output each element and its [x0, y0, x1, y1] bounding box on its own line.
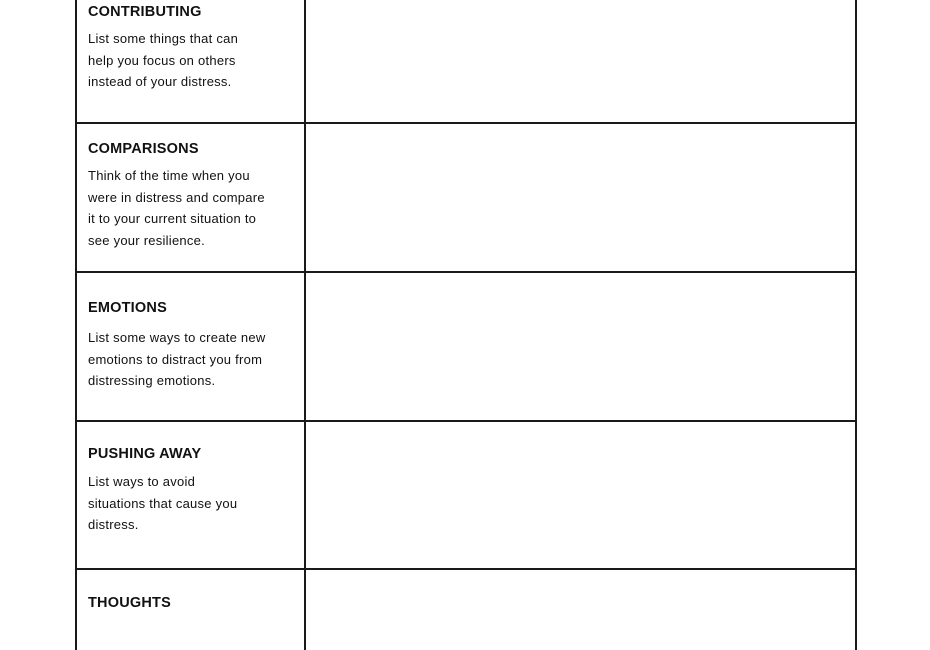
section-description: List some ways to create new emotions to distract you from distressing emotions.	[88, 330, 266, 388]
answer-cell[interactable]	[306, 0, 855, 122]
worksheet-row-contributing	[75, 0, 857, 124]
section-description: List some things that can help you focus on others instead of your distress.	[88, 31, 239, 89]
answer-cell[interactable]	[306, 124, 855, 271]
answer-cell[interactable]	[306, 570, 855, 650]
section-title: THOUGHTS	[88, 595, 171, 611]
prompt-cell	[77, 0, 306, 122]
prompt-cell	[77, 124, 306, 271]
section-description: List ways to avoid situations that cause you distress.	[88, 474, 238, 532]
worksheet-row-comparisons	[75, 124, 857, 273]
section-description: Think of the time when you were in distress and compare it to your current situation to see your resilience.	[88, 168, 265, 248]
worksheet-row-pushing-away	[75, 422, 857, 570]
prompt-cell	[77, 570, 306, 650]
prompt-cell	[77, 422, 306, 568]
answer-cell[interactable]	[306, 422, 855, 568]
section-title: EMOTIONS	[88, 300, 167, 316]
prompt-cell	[77, 273, 306, 420]
section-title: COMPARISONS	[88, 141, 199, 157]
section-title: PUSHING AWAY	[88, 446, 202, 462]
worksheet-row-thoughts	[75, 570, 857, 650]
worksheet-row-emotions	[75, 273, 857, 422]
answer-cell[interactable]	[306, 273, 855, 420]
section-title: CONTRIBUTING	[88, 4, 202, 20]
worksheet-table	[75, 0, 855, 638]
